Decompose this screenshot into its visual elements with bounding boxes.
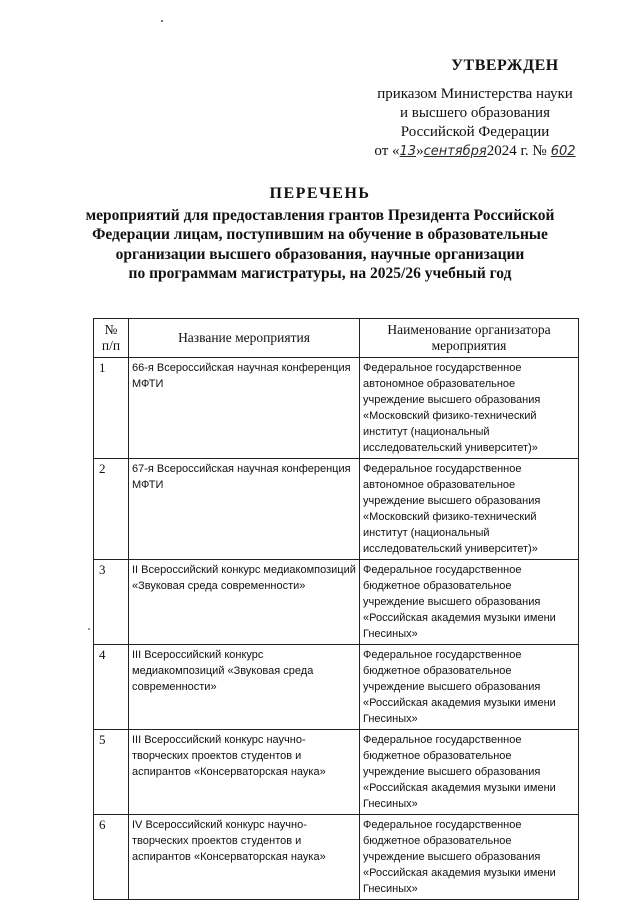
approval-line: Российской Федерации bbox=[400, 124, 550, 140]
row-event: 66-я Всероссийская научная конференция МФТИ bbox=[129, 358, 360, 459]
row-event: 67-я Всероссийская научная конференция МФТИ bbox=[129, 459, 360, 560]
table-row bbox=[94, 730, 579, 815]
order-month: сентября bbox=[423, 144, 487, 159]
row-organizer: Федеральное государственное бюджетное образовательное учреждение высшего образования «Российская академия музыки имени Гнесиных» bbox=[360, 645, 579, 730]
row-organizer: Федеральное государственное автономное образовательное учреждение высшего образования «Московский физико-технический институт (национальный исследовательский университет)» bbox=[360, 358, 579, 459]
table-row bbox=[94, 459, 579, 560]
row-event: IV Всероссийский конкурс научно-творческих проектов студентов и аспирантов «Консерваторская наука» bbox=[129, 815, 360, 900]
subtitle-line: организации высшего образования, научные организации bbox=[115, 245, 525, 263]
date-mid: » bbox=[416, 143, 424, 159]
table-header-row bbox=[94, 319, 579, 358]
approval-line: и высшего образования bbox=[400, 105, 550, 121]
header-organizer: Наименование организатора мероприятия bbox=[360, 319, 579, 358]
events-table bbox=[93, 318, 579, 900]
row-organizer: Федеральное государственное бюджетное образовательное учреждение высшего образования «Российская академия музыки имени Гнесиных» bbox=[360, 730, 579, 815]
date-prefix: от « bbox=[374, 143, 400, 159]
row-num: 1 bbox=[94, 358, 129, 459]
row-event: III Всероссийский конкурс научно-творческих проектов студентов и аспирантов «Консерваторская наука» bbox=[129, 730, 360, 815]
order-number: 602 bbox=[550, 144, 576, 159]
date-suffix: 2024 г. № bbox=[486, 143, 547, 159]
approval-line: приказом Министерства науки bbox=[377, 86, 573, 102]
header-num: № п/п bbox=[94, 319, 129, 358]
subtitle-line: Федерации лицам, поступившим на обучение в образовательные bbox=[92, 226, 548, 243]
row-organizer: Федеральное государственное бюджетное образовательное учреждение высшего образования «Российская академия музыки имени Гнесиных» bbox=[360, 560, 579, 645]
subtitle-line: мероприятий для предоставления грантов Президента Российской bbox=[85, 206, 555, 224]
approval-stamp bbox=[340, 56, 610, 161]
scan-speck bbox=[88, 628, 90, 630]
order-date-line bbox=[340, 142, 610, 161]
row-num: 5 bbox=[94, 730, 129, 815]
row-num: 3 bbox=[94, 560, 129, 645]
scan-speck bbox=[161, 20, 163, 22]
row-num: 4 bbox=[94, 645, 129, 730]
subtitle-line: по программам магистратуры, на 2025/26 учебный год bbox=[128, 265, 512, 282]
table-row bbox=[94, 358, 579, 459]
row-organizer: Федеральное государственное бюджетное образовательное учреждение высшего образования «Российская академия музыки имени Гнесиных» bbox=[360, 815, 579, 900]
row-num: 6 bbox=[94, 815, 129, 900]
table-row bbox=[94, 815, 579, 900]
order-day: 13 bbox=[399, 144, 417, 159]
approval-heading: УТВЕРЖДЕН bbox=[451, 57, 559, 74]
row-event: II Всероссийский конкурс медиакомпозиций «Звуковая среда современности» bbox=[129, 560, 360, 645]
document-title: ПЕРЕЧЕНЬ bbox=[269, 185, 371, 202]
document-title-block bbox=[80, 184, 560, 284]
row-organizer: Федеральное государственное автономное образовательное учреждение высшего образования «Московский физико-технический институт (национальный исследовательский университет)» bbox=[360, 459, 579, 560]
header-event: Название мероприятия bbox=[129, 319, 360, 358]
table-row bbox=[94, 645, 579, 730]
row-event: III Всероссийский конкурс медиакомпозиций «Звуковая среда современности» bbox=[129, 645, 360, 730]
table-row bbox=[94, 560, 579, 645]
row-num: 2 bbox=[94, 459, 129, 560]
